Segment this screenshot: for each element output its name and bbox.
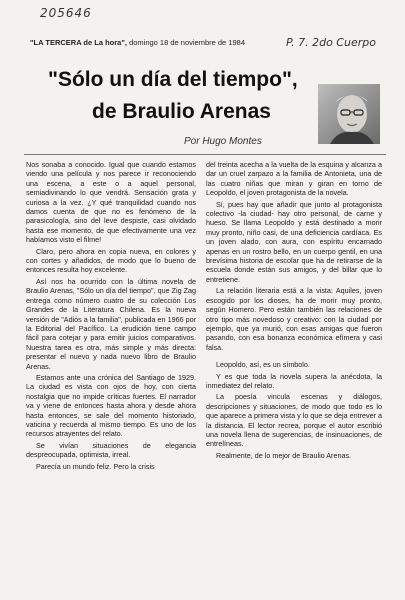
paragraph: Realmente, de lo mejor de Braulio Arenas.	[216, 450, 352, 460]
paragraph: Nos sonaba a conocido. Igual que cuando estamos viendo una película y nos parece ir reconociendo una escena, a este o a aquel personal, semiadivinando lo que vendrá. Sensación grata y curiosa a la vez. ¿Y qué tranquilidad cuando nos damos cuenta de que no es fenómeno de la parasicología, sino del leve despiste, casi olvidado hasta ese momento, de que efectivamente una vez habíamos visto el filme!	[26, 160, 196, 245]
publication-date: domingo 18 de noviembre de 1984	[126, 38, 245, 47]
newspaper-name: "LA TERCERA de La hora",	[30, 38, 127, 47]
article-column-left	[26, 160, 196, 473]
header-divider	[24, 154, 386, 155]
handwritten-archive-number: 205646	[40, 6, 92, 20]
source-line	[30, 38, 245, 47]
paragraph: Y es que toda la novela supera la anécdota, la inmediatez del relato.	[206, 371, 382, 390]
paragraph: Parecía un mundo feliz. Pero la crisis	[36, 461, 155, 471]
paragraph: Leopoldo, así, es un símbolo.	[216, 360, 310, 370]
paragraph: Se vivían situaciones de elegancia despreocupada, optimista, irreal.	[26, 440, 196, 460]
byline: Por Hugo Montes	[184, 136, 262, 147]
paragraph: del treinta acecha a la vuelta de la esquina y alcanza a dar un cruel zarpazo a la familia de Antonieta, una de las cuatro niñas que miran y giran en torno de Leopoldo, el joven protagonista de la novela.	[206, 160, 382, 198]
paragraph: Sí, pues hay que añadir que junto al protagonista colectivo -la ciudad- hay otro personal, de carne y hueso. Se llama Leopoldo y está destinado a morir muy pronto, niño casi, de una deficiencia cardíaca. Es un joven alado, con aura, con espíritu encarnado apenas en un rostro bello, en un cuerpo gentil, en una brevísima historia de escolar que ha de retirarse de la escuela donde están sus amigos, y del billar que lo entretiene.	[206, 199, 382, 284]
paragraph: Así nos ha ocurrido con la última novela de Braulio Arenas, "Sólo un día del tiempo", que Zig Zag entrega como número cuatro de su colección Los Grandes de la Literatura Chilena. Es la nueva versión de "Adiós a la familia", publicada en 1966 por la Editorial del Pacífico. La erudición tiene campo fácil para cotejar y para emitir juicios comparativos. Nuestra tarea es otra, más simple y más directa: presentar el nuevo y nada nuevo libro de Braulio Arenas.	[26, 276, 196, 371]
handwritten-page-note: P. 7. 2do Cuerpo	[286, 36, 376, 49]
paragraph: La poesía vincula escenas y diálogos, descripciones y situaciones, de modo que todo es lo que aparece a primera vista y lo que se deja entrever a la distancia. El lector recrea, porque el autor escribió una novela llena de sugerencias, de insinuaciones, de entrelíneas.	[206, 392, 382, 449]
headline-line-2: de Braulio Arenas	[92, 100, 271, 123]
article-column-right	[206, 160, 382, 462]
paragraph: Claro, pero ahora en copia nueva, en colores y con cortes y añadidos, de modo que lo bueno de entonces resulta hoy excelente.	[26, 246, 196, 275]
author-portrait-photo	[318, 84, 380, 144]
paragraph: La relación literaria está a la vista: Aquiles, joven escogido por los dioses, ha de morir muy pronto, según Homero. Pero están también las relaciones de otro tipo más novedoso y creativo: con la ciudad por ejemplo, que ya murió, con esas amigas que fueron pasando, con esa bonanza económica efímera y casi falsa.	[206, 286, 382, 352]
paragraph: Estamos ante una crónica del Santiago de 1929. La ciudad es vista con ojos de hoy, con cierta nostalgia que no impide críticas fuertes. El narrador va y viene de entonces hasta ahora y desde ahora hasta entonces, se sale del momento historiado, vaticina y recuerda al mismo tiempo. Es uno de los recursos atrayentes del relato.	[26, 372, 196, 439]
portrait-illustration	[318, 84, 380, 144]
headline-line-1: "Sólo un día del tiempo",	[48, 68, 298, 91]
